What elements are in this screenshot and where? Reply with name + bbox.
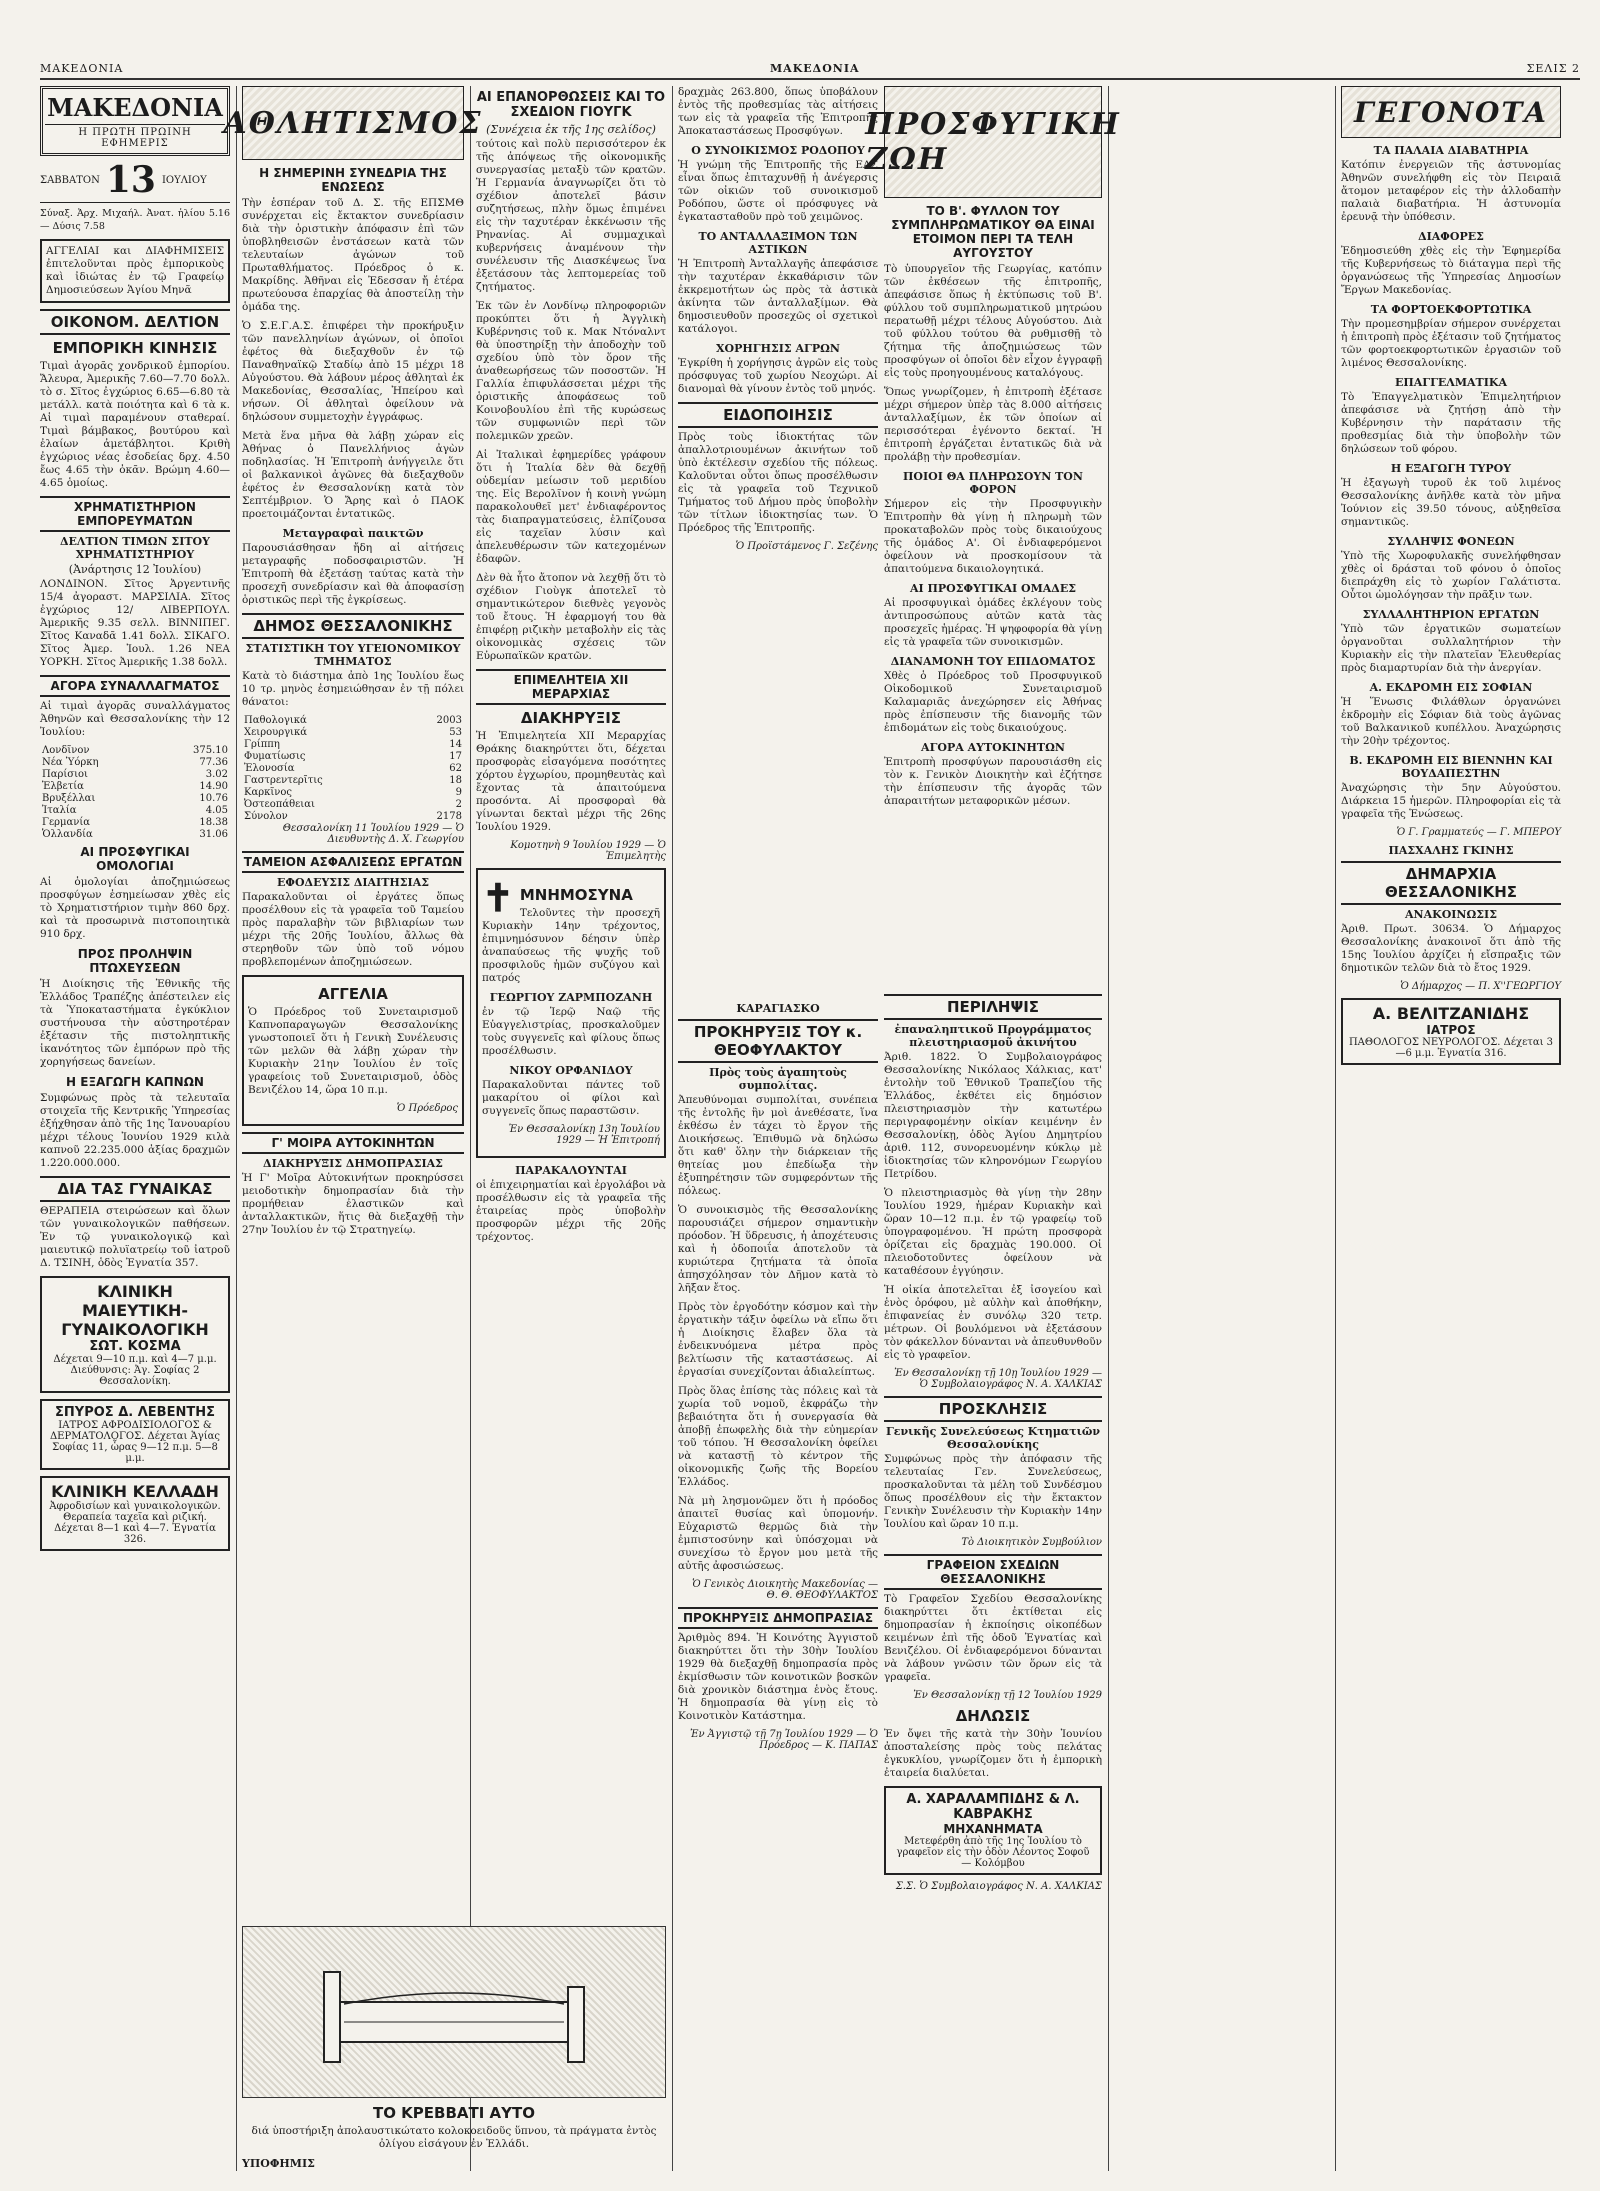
column-rule	[1335, 86, 1336, 2171]
refugee-banner	[865, 86, 1121, 198]
memorial-name-1: ΓΕΩΡΓΙΟΥ ΖΑΡΜΠΟΖΑΝΗ	[489, 991, 653, 1004]
events-signature-2: ΠΑΣΧΑΛΗΣ ΓΚΙΝΗΣ	[1388, 844, 1514, 857]
events-sub-6: ΣΥΛΛΗΨΙΣ ΦΟΝΕΩΝ	[1387, 535, 1515, 548]
stat-row	[242, 763, 464, 775]
events-sub-8: Α. ΕΚΔΡΟΜΗ ΕΙΣ ΣΟΦΙΑΝ	[1369, 681, 1533, 694]
women-title: ΔΙΑ ΤΑΣ ΓΥΝΑΙΚΑΣ	[40, 1176, 230, 1202]
rates-table	[40, 745, 230, 841]
rate-label: Βρυξέλλαι	[42, 793, 96, 804]
events-sub-4: ΕΠΑΓΓΕΛΜΑΤΙΚΑ	[1395, 376, 1507, 389]
publication-signature: Ὁ Προϊστάμενος Γ. Σεζένης	[735, 541, 878, 552]
bed-ad-text: διά ὑποστήριξη ἀπολαυστικώτατο κολοκοειδοῦς ὕπνου, τὰ πράγματα ἐντὸς ὀλίγου εἰσάγουν ἐν Ἑλλάδι.	[251, 2125, 657, 2150]
date-info: Σύναξ. Ἀρχ. Μιχαήλ. Ἀνατ. ἡλίου 5.16 — Δύσις 7.58	[40, 208, 230, 232]
events-text-9: Ἀναχώρησις τὴν 5ην Αὐγούστου. Διάρκεια 15 ἡμερῶν. Πληροφορίαι εἰς τὰ γραφεῖα τῆς Ἑνώσεως.	[1341, 782, 1561, 820]
stats-intro: Κατὰ τὸ διάστημα ἀπὸ 1ης Ἰουλίου ἕως 10 τρ. μηνὸς ἐσημειώθησαν ἐν τῇ πόλει θάνατοι:	[242, 670, 464, 708]
stats-subtitle: ΣΤΑΤΙΣΤΙΚΗ ΤΟΥ ΥΓΕΙΟΝΟΜΙΚΟΥ ΤΜΗΜΑΤΟΣ	[245, 642, 461, 668]
invite-subtitle: Γενικῆς Συνελεύσεως Κτηματιῶν Θεσσαλονίκης	[885, 1425, 1101, 1451]
refugee-banner-title: ΠΡΟΣΦΥΓΙΚΗ ΖΩΗ	[865, 107, 1121, 177]
rate-row	[40, 745, 230, 757]
refugee-text-3: Σήμερον εἰς τὴν Προσφυγικὴν Ἐπιτροπὴν θὰ γίνῃ ἡ πληρωμὴ τῶν προκαταβολῶν πρὸς τοὺς δικαιούχους τῆς ὁμάδος Α'. Οἱ ἐνδιαφερόμενοι ὀφείλουν νὰ προσκομίσουν τὰ ἀπαιτούμενα δικαιολογητικά.	[884, 498, 1102, 575]
rate-row	[40, 829, 230, 841]
masthead	[40, 86, 230, 156]
stats-table	[242, 715, 464, 823]
velitzanidis-subtitle: ΙΑΤΡΟΣ	[1426, 1023, 1476, 1037]
events-text-6: Ὑπὸ τῆς Χωροφυλακῆς συνελήφθησαν χθὲς οἱ δράσται τοῦ φόνου ὁ ὁποῖος διεπράχθη εἰς τὸ χωρίον Γαλάτιστα. Οὗτοι ὡμολόγησαν τὴν πρᾶξιν των.	[1341, 550, 1561, 601]
rates-title: ΑΓΟΡΑ ΣΥΝΑΛΛΑΓΜΑΤΟΣ	[40, 675, 230, 697]
refugee-sub-3: ΔΙΑΝΑΜΟΝΗ ΤΟΥ ΕΠΙΔΟΜΑΤΟΣ	[890, 655, 1096, 668]
bed-illustration	[242, 1926, 666, 2098]
col6-text-2: Ἡ γνώμη τῆς Ἐπιτροπῆς τῆς ΕΑΣ εἶναι ὅπως ἐπιταχυνθῇ ἡ ἀνέγερσις τῶν οἰκιῶν τοῦ συνοικισμοῦ Ροδόπου, ὥστε οἱ πρόσφυγες νὰ ἐγκατασταθοῦν πρὸ τοῦ χειμῶνος.	[678, 159, 878, 223]
notice-title: ΑΓΓΕΛΙΑ	[318, 985, 388, 1003]
memorial-text-1: Τελοῦντες τὴν προσεχῆ Κυριακὴν 14ην τρέχοντος, ἐπιμνημόσυνον δέησιν ὑπὲρ ἀναπαύσεως τῆς ψυχῆς τοῦ προσφιλοῦς ἡμῶν συζύγου καὶ πατρός	[482, 907, 660, 984]
velitzanidis-text: ΠΑΘΟΛΟΓΟΣ ΝΕΥΡΟΛΟΓΟΣ. Δέχεται 3—6 μ.μ. Ἐγνατία 316.	[1348, 1037, 1554, 1059]
stat-label: Γαστρεντερῖτις	[244, 775, 323, 786]
events-banner-title: ΓΕΓΟΝΟΤΑ	[1353, 95, 1549, 129]
stat-value: 2178	[436, 811, 462, 822]
rate-value: 4.05	[205, 805, 228, 816]
merarchy-subtitle: ΔΙΑΚΗΡΥΞΙΣ	[520, 709, 622, 727]
velitzanidis-title: Α. ΒΕΛΙΤΖΑΝΙΔΗΣ	[1372, 1004, 1530, 1023]
reparations-headline: ΑΙ ΕΠΑΝΟΡΘΩΣΕΙΣ ΚΑΙ ΤΟ ΣΧΕΔΙΟΝ ΓΙΟΥΓΚ	[476, 90, 666, 120]
refugee-text-6: Ἐπιτροπὴ προσφύγων παρουσιάσθη εἰς τὸν κ. Γενικὸν Διοικητὴν καὶ ἐζήτησε τὴν ἐπίσπευσιν τῆς ἀγορᾶς τῶν ἀπαραιτήτων μεταφορικῶν μέσων.	[884, 756, 1102, 807]
stat-label: Γρίππη	[244, 739, 280, 750]
rate-row	[40, 805, 230, 817]
sports-text-2: Ὁ Σ.Ε.Γ.Α.Σ. ἐπιφέρει τὴν προκήρυξιν τῶν πανελληνίων ἀγώνων, οἱ ὁποῖοι ἐφέτος θὰ διεξαχθοῦν ἐν τῷ Παναθηναϊκῷ Σταδίῳ ἀπὸ 15 μέχρι 18 Αὐγούστου. Θὰ λάβουν μέρος ἀθληταὶ ἐκ Μακεδονίας, Θεσσαλίας, Ἠπείρου καὶ νήσων. Οἱ ἀθληταὶ ὀφείλουν νὰ δηλώσουν συμμετοχὴν ἐγγράφως.	[242, 320, 464, 423]
col6-text-1: δραχμὰς 263.800, ὅπως ὑποβάλουν ἐντὸς τῆς προθεσμίας τὰς αἰτήσεις των εἰς τὰ γραφεῖα τῆς Ἐπιτροπῆς Ἀποκαταστάσεως Προσφύγων.	[678, 86, 878, 137]
clinic-title: ΚΛΙΝΙΚΗ ΜΑΙΕΥΤΙΚΗ-ΓΥΝΑΙΚΟΛΟΓΙΚΗ	[61, 1282, 209, 1339]
tobacco-title: Η ΕΞΑΓΩΓΗ ΚΑΠΝΩΝ	[66, 1075, 204, 1089]
reparations-text-4: Δὲν θὰ ἦτο ἄτοπον νὰ λεχθῇ ὅτι τὸ σχέδιον Γιοὺγκ ἀποτελεῖ τὸ σημαντικώτερον διεθνὲς γεγονὸς τοῦ ἔτους. Ἡ ἐφαρμογή του θὰ ἐπιφέρῃ ριζικὴν μεταβολὴν εἰς τὰς οἰκονομικὰς σχέσεις τῶν Εὐρωπαϊκῶν κρατῶν.	[476, 572, 666, 662]
stat-row	[242, 751, 464, 763]
running-header	[40, 62, 1580, 80]
rate-row	[40, 769, 230, 781]
fund-text: Παρακαλοῦνται οἱ ἐργάτες ὅπως προσέλθουν εἰς τὰ γραφεῖα τοῦ Ταμείου πρὸς παραλαβὴν τῶν βιβλιαρίων των μέχρι τῆς 20ῆς Ἰουλίου, ἄλλως θὰ στερηθοῦν τῶν ὑπὸ τοῦ νόμου προβλεπομένων ἀποζημιώσεων.	[242, 891, 464, 968]
kelladi-text: Ἀφροδισίων καὶ γυναικολογικῶν. Θεραπεία ταχεῖα καὶ ριζική. Δέχεται 8—1 καὶ 4—7. Ἐγνατία 326.	[49, 1501, 221, 1545]
proclamation-text-4: Πρὸς ὅλας ἐπίσης τὰς πόλεις καὶ τὰ χωρία τοῦ νομοῦ, ἐκφράζω τὴν βεβαιότητα ὅτι ἡ συνεργασία θὰ ἀποβῇ ἐπωφελὴς διὰ τὴν εὐημερίαν τοῦ τόπου. Ἡ Θεσσαλονίκη ὀφείλει νὰ καταστῇ τὸ κέντρον τῆς οἰκονομικῆς ζωῆς τῆς Βορείου Ἑλλάδος.	[678, 1385, 878, 1488]
column-rule	[236, 86, 237, 2171]
refugee-sub-2: ΑΙ ΠΡΟΣΦΥΓΙΚΑΙ ΟΜΑΔΕΣ	[910, 582, 1076, 595]
summary-subtitle: ἐπαναληπτικοῦ Προγράμματος πλειστηριασμοῦ ἀκινήτου	[894, 1023, 1092, 1049]
memorial-text-3: Παρακαλοῦνται πάντες τοῦ μακαρίτου οἱ φίλοι καὶ συγγενεῖς ὅπως παραστῶσιν.	[482, 1079, 660, 1117]
clinic-doctor: ΣΩΤ. ΚΟΣΜΑ	[89, 1339, 181, 1354]
events-sub-3: ΤΑ ΦΟΡΤΟΕΚΦΟΡΤΩΤΙΚΑ	[1370, 303, 1532, 316]
declare-text: Ἐν ὄψει τῆς κατὰ τὴν 30ὴν Ἰουνίου ἀποσταλείσης πρὸς τοὺς πελάτας ἐγκυκλίου, γνωρίζομεν ὅτι ἡ ἐμπορικὴ ἐταιρεία διαλύεται.	[884, 1728, 1102, 1779]
proclamation-text-2: Ὁ συνοικισμὸς τῆς Θεσσαλονίκης παρουσιάζει σήμερον σημαντικὴν πρόοδον. Ἡ ὕδρευσις, ἡ ἀποχέτευσις καὶ ἡ ὁδοποιΐα ἀποτελοῦν τὰ κυριώτερα ζητήματα τὰ ὁποῖα ἀπησχόλησαν τὸν Δῆμον κατὰ τὸ λῆξαν ἔτος.	[678, 1204, 878, 1294]
market-title: ΕΜΠΟΡΙΚΗ ΚΙΝΗΣΙΣ	[52, 339, 218, 357]
stat-label: Σύνολον	[244, 811, 288, 822]
thanks-title: ΠΑΡΑΚΑΛΟΥΝΤΑΙ	[515, 1164, 627, 1177]
col6-text-3: Ἡ Ἐπιτροπὴ Ἀνταλλαγῆς ἀπεφάσισε τὴν ταχυτέραν ἐκκαθάρισιν τῶν ἐκκρεμοτήτων ὡς πρὸς τὰ ἀστικὰ ἀκίνητα τῶν ἀνταλλαξίμων. Θὰ δημοσιευθοῦν προσεχῶς οἱ σχετικοὶ κατάλογοι.	[678, 258, 878, 335]
rates-intro: Αἱ τιμαὶ ἀγορᾶς συναλλάγματος Ἀθηνῶν καὶ Θεσσαλονίκης τὴν 12 Ἰουλίου:	[40, 700, 230, 738]
women-text: ΘΕΡΑΠΕΙΑ στειρώσεων καὶ ὅλων τῶν γυναικολογικῶν παθήσεων. Ἐν τῷ γυναικολογικῷ καὶ μαιευτικῷ πολυϊατρείῳ τοῦ ἰατροῦ Δ. ΤΣΙΝΗ, ὁδὸς Ἐγνατία 357.	[40, 1205, 230, 1269]
memorial-box	[476, 868, 666, 1158]
events-text-8: Ἡ Ἕνωσις Φιλάθλων ὀργανώνει ἐκδρομὴν εἰς Σόφιαν διὰ τοὺς ἀγῶνας τοῦ Βαλκανικοῦ κυπέλλου. Ἀναχώρησις τὴν 20ὴν τρέχοντος.	[1341, 696, 1561, 747]
masthead-subtitle: Η ΠΡΩΤΗ ΠΡΩΙΝΗ ΕΦΗΜΕΡΙΣ	[45, 124, 225, 149]
stat-row	[242, 787, 464, 799]
column-8	[1341, 86, 1561, 2171]
stat-label: Ὀστεοπάθειαι	[244, 799, 315, 810]
publication-title: ΕΙΔΟΠΟΙΗΣΙΣ	[678, 402, 878, 428]
stat-row	[242, 811, 464, 823]
kelladi-ad	[40, 1476, 230, 1551]
rate-row	[40, 793, 230, 805]
bed-ad-caption: ΤΟ ΚΡΕΒΒΑΤΙ ΑΥΤΟ	[372, 2104, 536, 2122]
summary-title: ΠΕΡΙΛΗΨΙΣ	[884, 994, 1102, 1020]
date-day: ΣΑΒΒΑΤΟΝ	[40, 174, 100, 186]
doctor-title: ΣΠΥΡΟΣ Δ. ΛΕΒΕΝΤΗΣ	[55, 1405, 215, 1420]
proclamation-text-1: Ἀπευθύνομαι συμπολίται, συνέπεια τῆς ἐντολῆς ἣν μοὶ ἀνεθέσατε, ἵνα ἐκθέσω ἐν τάχει τὸ ἔργον τῆς Διοικήσεως. Ἐπιθυμῶ νὰ δηλώσω ὅτι καθ' ὅλην τὴν διάρκειαν τῆς θητείας μου ἐπεδίωξα τὴν ἐξυπηρέτησιν τῶν συμφερόντων τῆς πόλεως.	[678, 1094, 878, 1197]
events-sub-1: ΤΑ ΠΑΛΑΙΑ ΔΙΑΒΑΤΗΡΙΑ	[1373, 144, 1529, 157]
rate-row	[40, 757, 230, 769]
moira-text: Ἡ Γ' Μοῖρα Αὐτοκινήτων προκηρύσσει μειοδοτικὴν δημοπρασίαν διὰ τὴν προμήθειαν ἐλαστικῶν καὶ ἀνταλλακτικῶν, ἥτις θὰ διεξαχθῇ τὴν 27ην Ἰουλίου ἐν τῷ Στρατηγείῳ.	[242, 1172, 464, 1236]
date-number: 13	[105, 159, 156, 201]
memorial-text-2: ἐν τῷ Ἱερῷ Ναῷ τῆς Εὐαγγελιστρίας, προσκαλοῦμεν τοὺς συγγενεῖς καὶ φίλους ὅπως προσέλθωσιν.	[482, 1006, 660, 1057]
sports-text-1: Τὴν ἑσπέραν τοῦ Δ. Σ. τῆς ΕΠΣΜΘ συνέρχεται εἰς ἔκτακτον συνεδρίασιν διὰ τὴν ὁριστικὴν ἀπόφασιν ἐπὶ τῶν ὑποβληθεισῶν ἐνστάσεων κατὰ τῶν τελευταίων ἀγώνων τοῦ Πρωταθλήματος. Πρόεδρος ὁ κ. Μακρίδης. Ἀθῆναι εἰς Ἐδεσσαν ἤ ἑτέρα πρωτεύουσα ἐπαρχίας θὰ ἀποστείλῃ τὴν ὁμάδα της.	[242, 197, 464, 313]
sports-banner	[223, 86, 483, 160]
header-left: ΜΑΚΕΔΟΝΙΑ	[40, 62, 124, 75]
office-text: Τὸ Γραφεῖον Σχεδίου Θεσσαλονίκης διακηρύττει ὅτι ἐκτίθεται εἰς δημοπρασίαν ἡ ἐκποίησις οἰκοπέδων κειμένων ἐπὶ τῆς ὁδοῦ Ἐγνατίας καὶ Βενιζέλου. Οἱ ἐνδιαφερόμενοι δύνανται νὰ λάβουν γνῶσιν τῶν ὅρων εἰς τὰ γραφεῖα.	[884, 1593, 1102, 1683]
invite-text: Συμφώνως πρὸς τὴν ἀπόφασιν τῆς τελευταίας Γεν. Συνελεύσεως, προσκαλοῦνται τὰ μέλη τοῦ Συνδέσμου ὅπως προσέλθουν εἰς τὴν ἔκτακτον Γενικὴν Συνέλευσιν τὴν Κυριακὴν 14ην Ἰουλίου καὶ ὥραν 10 π.μ.	[884, 1453, 1102, 1530]
rate-value: 3.02	[205, 769, 228, 780]
declare-title: ΔΗΛΩΣΙΣ	[955, 1707, 1031, 1725]
tender-title: ΠΡΟΚΗΡΥΞΙΣ ΔΗΜΟΠΡΑΣΙΑΣ	[678, 1607, 878, 1629]
refugee-headline: ΤΟ Β'. ΦΥΛΛΟΝ ΤΟΥ ΣΥΜΠΛΗΡΩΜΑΤΙΚΟΥ ΘΑ ΕΙΝΑΙ ΕΤΟΙΜΟΝ ΠΕΡΙ ΤΑ ΤΕΛΗ ΑΥΓΟΥΣΤΟΥ	[891, 204, 1095, 260]
rate-value: 18.38	[199, 817, 228, 828]
refugee-sub-1: ΠΟΙΟΙ ΘΑ ΠΛΗΡΩΣΟΥΝ ΤΟΝ ΦΟΡΟΝ	[903, 470, 1083, 496]
stat-row	[242, 799, 464, 811]
proclamation-subtitle: Πρὸς τοὺς ἀγαπητοὺς συμπολίτας.	[709, 1066, 847, 1092]
sports-text-3: Μετὰ ἕνα μῆνα θὰ λάβῃ χώραν εἰς Ἀθήνας ὁ Πανελλήνιος ἀγὼν ποδηλασίας. Ἡ Ἐπιτροπὴ ἀνήγγειλε ὅτι οἱ βαλκανικοὶ ἀγῶνες θὰ διεξαχθοῦν ἐφέτος ἐν Θεσσαλονίκῃ κατὰ τὸν Σεπτέμβριον. Ὁ Ἄρης καὶ ὁ ΠΑΟΚ προετοιμάζονται ἐντατικῶς.	[242, 430, 464, 520]
rate-row	[40, 817, 230, 829]
rate-label: Ὁλλανδία	[42, 829, 93, 840]
reparations-continuation: (Συνέχεια ἐκ τῆς 1ης σελίδος)	[486, 123, 656, 136]
proclamation-text-3: Πρὸς τὸν ἐργοδότην κόσμον καὶ τὴν ἐργατικὴν τάξιν ὀφείλω νὰ εἴπω ὅτι ἡ Διοίκησις ἔλαβεν ὅλα τὰ ἐνδεικνυόμενα μέτρα πρὸς βελτίωσιν τῆς καταστάσεως. Αἱ ἐργασίαι συνεχίζονται ἀδιαλείπτως.	[678, 1301, 878, 1378]
tender-signature: Ἐν Ἀγγιστῷ τῇ 7ῃ Ἰουλίου 1929 — Ὁ Πρόεδρος — Κ. ΠΑΠΑΣ	[689, 1729, 878, 1751]
clinic-text: Δέχεται 9—10 π.μ. καὶ 4—7 μ.μ. Διεύθυνσις: Ἀγ. Σοφίας 2 Θεσσαλονίκη.	[53, 1354, 217, 1387]
company-ad	[884, 1786, 1102, 1875]
stat-row	[242, 739, 464, 751]
reparations-text-2: Ἐκ τῶν ἐν Λονδίνῳ πληροφοριῶν προκύπτει ὅτι ἡ Ἀγγλικὴ Κυβέρνησις τοῦ κ. Μακ Ντόναλντ θὰ ὑποστηρίξῃ τὴν ἀποδοχὴν τοῦ σχεδίου ὑπὸ τὸν ὅρον τῆς ἀναθεωρήσεως τῶν ποσοστῶν. Ἡ Γαλλία ἐπιφυλάσσεται μέχρι τῆς ὁριστικῆς ἀποφάσεως τοῦ Κοινοβουλίου ἐπὶ τῆς κυρώσεως τῶν συμφωνιῶν περὶ τῶν πολεμικῶν χρεῶν.	[476, 300, 666, 442]
dateline	[40, 159, 230, 203]
stat-value: 62	[449, 763, 462, 774]
proclamation-title: ΠΡΟΚΗΡΥΞΙΣ ΤΟΥ κ. ΘΕΟΦΥΛΑΚΤΟΥ	[678, 1019, 878, 1063]
bank-text: Ἡ Διοίκησις τῆς Ἐθνικῆς τῆς Ἑλλάδος Τραπέζης ἀπέστειλεν εἰς τὰ Ὑποκαταστήματα ἐγκύκλιον συστήνουσα τὴν αὐστηροτέραν ἐξέτασιν τῆς πιστοληπτικῆς ἱκανότητος τῶν ἐμπόρων πρὸ τῆς χορηγήσεως δανείων.	[40, 978, 230, 1068]
stat-value: 2003	[436, 715, 462, 726]
velitzanidis-ad	[1341, 998, 1561, 1065]
column-3	[476, 86, 666, 2171]
econ-title: ΟΙΚΟΝΟΜ. ΔΕΛΤΙΟΝ	[40, 309, 230, 335]
bonds-text: Αἱ ὁμολογίαι ἀποζημιώσεως προσφύγων ἐσημείωσαν χθὲς εἰς τὸ Χρηματιστήριον τιμὴν 860 δρχ. καὶ τὰ προσωρινὰ πιστοποιητικὰ 910 δρχ.	[40, 876, 230, 940]
col6-sub-1: Ο ΣΥΝΟΙΚΙΣΜΟΣ ΡΟΔΟΠΟΥ	[691, 144, 865, 157]
merarchy-signature: Κομοτηνὴ 9 Ἰουλίου 1929 — Ὁ Ἐπιμελητὴς	[510, 840, 666, 862]
stat-value: 2	[455, 799, 462, 810]
rate-row	[40, 781, 230, 793]
bed-ad-brand: ΥΠΟΦΗΜΙΣ	[242, 2157, 315, 2170]
stat-value: 17	[449, 751, 462, 762]
events-signature-1: Ὁ Γ. Γραμματεύς — Γ. ΜΠΕΡΟΥ	[1396, 827, 1561, 838]
events-text-2: Ἐδημοσιεύθη χθὲς εἰς τὴν Ἐφημερίδα τῆς Κυβερνήσεως τὸ διάταγμα περὶ τῆς ὀργανώσεως τῆς Ὑπηρεσίας Δημοσίων Ἔργων Μακεδονίας.	[1341, 245, 1561, 296]
column-1	[40, 86, 230, 2171]
company-title: Α. ΧΑΡΑΛΑΜΠΙΔΗΣ & Λ. ΚΑΒΡΑΚΗΣ	[906, 1792, 1080, 1822]
office-signature: Ἐν Θεσσαλονίκῃ τῇ 12 Ἰουλίου 1929	[913, 1690, 1102, 1701]
col6-text-4: Ἐγκρίθη ἡ χορήγησις ἀγρῶν εἰς τοὺς πρόσφυγας τοῦ χωρίου Νεοχώρι. Αἱ διανομαὶ θὰ γίνουν ἐντὸς τοῦ μηνός.	[678, 357, 878, 395]
events-text-5: Ἡ ἐξαγωγὴ τυροῦ ἐκ τοῦ λιμένος Θεσσαλονίκης ἀνῆλθε κατὰ τὸν μῆνα Ἰούνιον εἰς 39.50 τόνους, αὐξηθεῖσα σημαντικῶς.	[1341, 477, 1561, 528]
bed-ad	[242, 1920, 666, 2170]
column-rule	[1108, 86, 1109, 2171]
rate-value: 31.06	[199, 829, 228, 840]
stat-label: Χειρουργικά	[244, 727, 307, 738]
doctor-ad	[40, 1399, 230, 1470]
stat-value: 18	[449, 775, 462, 786]
refugee-text-2: Ὅπως γνωρίζομεν, ἡ ἐπιτροπὴ ἐξέτασε μέχρι σήμερον ὑπὲρ τὰς 8.000 αἰτήσεις ἀνταλλαξίμων, ἐκ τῶν ὁποίων αἱ περισσότεραι ἐγένοντο δεκταί. Ἡ ἐπιτροπὴ ἐργάζεται ἐντατικῶς διὰ νὰ προλάβῃ τὴν προθεσμίαν.	[884, 386, 1102, 463]
rate-label: Λονδῖνον	[42, 745, 90, 756]
cross-icon: ✝	[482, 875, 514, 920]
stat-value: 53	[449, 727, 462, 738]
stat-row	[242, 727, 464, 739]
memorial-title: ΜΝΗΜΟΣΥΝΑ	[519, 886, 633, 904]
bourse-subtitle: ΔΕΛΤΙΟΝ ΤΙΜΩΝ ΣΙΤΟΥ ΧΡΗΜΑΤΙΣΤΗΡΙΟΥ	[60, 535, 210, 561]
moira-title: Γ' ΜΟΙΡΑ ΑΥΤΟΚΙΝΗΤΩΝ	[242, 1132, 464, 1154]
municipality-subtitle: ΑΝΑΚΟΙΝΩΣΙΣ	[1405, 908, 1497, 921]
invite-title: ΠΡΟΣΚΛΗΣΙΣ	[884, 1396, 1102, 1422]
header-page-number: ΣΕΛΙΣ 2	[1526, 62, 1580, 75]
masthead-title: ΜΑΚΕΔΟΝΙΑ	[47, 93, 223, 122]
summary-signature: Ἐν Θεσσαλονίκῃ τῇ 10ῃ Ἰουλίου 1929 — Ὁ Συμβολαιογράφος Ν. Α. ΧΑΛΚΙΑΣ	[894, 1368, 1102, 1390]
fund-title: ΤΑΜΕΙΟΝ ΑΣΦΑΛΙΣΕΩΣ ΕΡΓΑΤΩΝ	[242, 851, 464, 873]
memorial-signature: Ἐν Θεσσαλονίκῃ 13η Ἰουλίου 1929 — Ἡ Ἐπιτροπή	[508, 1124, 660, 1146]
rate-label: Ἰταλία	[42, 805, 77, 816]
merarchy-text: Ἡ Ἐπιμελητεία ΧΙΙ Μεραρχίας Θράκης διακηρύττει ὅτι, δέχεται προσφορὰς εἰσαγόμενα ποσότητες χόρτου ἐγχωρίου, προμηθευτὰς καὶ ἔχοντας τὰ ἀπαιτούμενα προσόντα. Αἱ προσφοραὶ θὰ γίνωνται δεκταὶ μέχρι τῆς 26ης Ἰουλίου 1929.	[476, 730, 666, 833]
sports-banner-title: ΑΘΛΗΤΙΣΜΟΣ	[223, 105, 483, 141]
stat-value: 9	[455, 787, 462, 798]
events-text-7: Ὑπὸ τῶν ἐργατικῶν σωματείων ὀργανοῦται συλλαλητήριον τὴν Κυριακὴν εἰς τὴν πλατεῖαν Ἐλευθερίας πρὸς διαμαρτυρίαν διὰ τὴν ἀνεργίαν.	[1341, 623, 1561, 674]
events-sub-9: Β. ΕΚΔΡΟΜΗ ΕΙΣ ΒΙΕΝΝΗΝ ΚΑΙ ΒΟΥΔΑΠΕΣΤΗΝ	[1349, 754, 1553, 780]
ads-box: ΑΓΓΕΛΙΑΙ και ΔΙΑΦΗΜΙΣΕΙΣ ἐπιτελοῦνται πρὸς ἐμπορικοὺς καὶ ἰδιώτας ἐν τῷ Γραφείῳ Δημοσιεύσεων Ἁγίου Μηνᾶ	[40, 239, 230, 303]
kelladi-title: ΚΛΙΝΙΚΗ ΚΕΛΛΑΔΗ	[51, 1482, 219, 1501]
fund-subtitle: ΕΦΟΔΕΥΣΙΣ ΔΙΑΙΤΗΣΙΑΣ	[276, 876, 430, 889]
refugee-text-5: Χθὲς ὁ Πρόεδρος τοῦ Προσφυγικοῦ Οἰκοδομικοῦ Συνεταιρισμοῦ Καλαμαριᾶς ἀνεχώρησεν εἰς Ἀθήνας πρὸς ἐπίσπευσιν τῆς διανομῆς τῶν ἐπιδομάτων εἰς τοὺς δικαιούχους.	[884, 670, 1102, 734]
reparations-text-3: Αἱ Ἰταλικαὶ ἐφημερίδες γράφουν ὅτι ἡ Ἰταλία δὲν θὰ δεχθῇ οὐδεμίαν μείωσιν τοῦ μεριδίου της. Εἰς Βερολῖνον ἡ κοινὴ γνώμη παρακολουθεῖ μετ' ἐνδιαφέροντος τὰς διαπραγματεύσεις, ἐλπίζουσα εἰς ταχεῖαν λύσιν καὶ ἀπελευθέρωσιν τῶν κατεχομένων ἐδαφῶν.	[476, 449, 666, 565]
municipality-title: ΔΗΜΑΡΧΙΑ ΘΕΣΣΑΛΟΝΙΚΗΣ	[1341, 861, 1561, 905]
notice-signature: Ὁ Πρόεδρος	[396, 1103, 458, 1114]
proclamation-text-5: Νὰ μὴ λησμονῶμεν ὅτι ἡ πρόοδος ἀπαιτεῖ θυσίας καὶ ὑπομονήν. Εὐχαριστῶ θερμῶς διὰ τὴν ἐμπιστοσύνην καὶ ὑπόσχομαι νὰ συνεχίσω τὸ ἔργον μου μετὰ τῆς αὐτῆς ἀφοσιώσεως.	[678, 1495, 878, 1572]
column-7	[884, 990, 1102, 2171]
refugee-sub-4: ΑΓΟΡΑ ΑΥΤΟΚΙΝΗΤΩΝ	[921, 741, 1065, 754]
stat-label: Φυματίωσις	[244, 751, 306, 762]
date-month: ΙΟΥΛΙΟΥ	[161, 174, 207, 186]
col6-sub-3: ΧΟΡΗΓΗΣΙΣ ΑΓΡΩΝ	[716, 342, 840, 355]
rate-label: Γερμανία	[42, 817, 91, 828]
company-subtitle: ΜΗΧΑΝΗΜΑΤΑ	[943, 1822, 1043, 1836]
municipality-text: Ἀριθ. Πρωτ. 30634. Ὁ Δήμαρχος Θεσσαλονίκης ἀνακοινοῖ ὅτι ἀπὸ τῆς 15ης Ἰουλίου ἀρχίζει ἡ εἴσπραξις τῶν δημοτικῶν τελῶν διὰ τὸ ἔτος 1929.	[1341, 923, 1561, 974]
market-text: Τιμαὶ ἀγορᾶς χονδρικοῦ ἐμπορίου. Ἄλευρα, Ἀμερικῆς 7.60—7.70 δολλ. τὸ σ. Σῖτος ἐγχώριος 6.65—6.80 τὰ μετάλλ. κατὰ ποιότητα καὶ 6 τὰ κ. Αἱ τιμαὶ παραμένουν σταθεραί. Τιμαὶ βάμβακος, βουτύρου καὶ ἐλαίων ἀμετάβλητοι. Κριθὴ ἐγχώριος νέας ἐσοδείας δρχ. 4.50 ἔως 4.65 τὴν ὀκᾶν. Βρώμη 4.60—4.65 ὁμοίως.	[40, 360, 230, 489]
header-center: ΜΑΚΕΔΟΝΙΑ	[770, 62, 860, 75]
merarchy-title: ΕΠΙΜΕΛΗΤΕΙΑ ΧΙΙ ΜΕΡΑΡΧΙΑΣ	[476, 669, 666, 705]
refugee-text-4: Αἱ προσφυγικαὶ ὁμάδες ἐκλέγουν τοὺς ἀντιπροσώπους αὐτῶν κατὰ τὰς προσεχεῖς ἡμέρας. Ἡ ψηφοφορία θὰ γίνῃ εἰς τὰ γραφεῖα τῶν συνοικισμῶν.	[884, 597, 1102, 648]
summary-text-2: Ὁ πλειστηριασμὸς θὰ γίνῃ τὴν 28ην Ἰουλίου 1929, ἡμέραν Κυριακὴν καὶ ὥραν 10—12 π.μ. ἐν τῷ γραφείῳ τοῦ ὑπογραφομένου. Ἡ πρώτη προσφορὰ ὁρίζεται εἰς δραχμὰς 190.000. Οἱ πλειοδοτοῦντες ὀφείλουν νὰ καταθέσουν ἐγγύησιν.	[884, 1187, 1102, 1277]
stat-value: 14	[449, 739, 462, 750]
summary-text-3: Ἡ οἰκία ἀποτελεῖται ἐξ ἰσογείου καὶ ἑνὸς ὀρόφου, μὲ αὐλὴν καὶ ἀποθήκην, ἐπιφανείας ἐν συνόλῳ 320 τετρ. μέτρων. Οἱ βουλόμενοι νὰ ἐξετάσουν τὸν φάκελλον δύνανται νὰ ἀπευθυνθοῦν εἰς τὸ γραφεῖον.	[884, 1284, 1102, 1361]
sports-headline: Η ΣΗΜΕΡΙΝΗ ΣΥΝΕΔΡΙΑ ΤΗΣ ΕΝΩΣΕΩΣ	[259, 166, 447, 194]
notice-box	[242, 975, 464, 1126]
column-rule	[470, 86, 471, 2171]
stat-label: Παθολογικά	[244, 715, 307, 726]
summary-text-1: Ἀριθ. 1822. Ὁ Συμβολαιογράφος Θεσσαλονίκης Νικόλαος Χάλκιας, κατ' ἐντολὴν τοῦ Ἐθνικοῦ Τραπεζίου τῆς Ἑλλάδος, ἐκθέτει εἰς δημόσιον πλειστηριασμὸν τὴν κατωτέρω περιγραφομένην οἰκίαν κειμένην ἐν Θεσσαλονίκῃ, ὁδὸς Ἀγίου Δημητρίου ἀριθ. 112, συνορευομένην κύκλῳ μὲ ἰδιοκτησίας τῶν κληρονόμων Γεωργίου Πετρίδου.	[884, 1051, 1102, 1180]
rate-label: Παρίσιοι	[42, 769, 88, 780]
col6-sub-2: ΤΟ ΑΝΤΑΛΛΑΞΙΜΟΝ ΤΩΝ ΑΣΤΙΚΩΝ	[698, 230, 858, 256]
column-2	[223, 86, 483, 2171]
company-text: Μετεφέρθη ἀπὸ τῆς 1ης Ἰουλίου τὸ γραφεῖον εἰς τὴν ὁδὸν Λέοντος Σοφοῦ — Κολόμβου	[896, 1836, 1090, 1869]
bourse-text: ΛΟΝΔΙΝΟΝ. Σῖτος Ἀργεντινῆς 15/4 ἀγοραστ. ΜΑΡΣΙΛΙΑ. Σῖτος ἐγχώριος 12/ ΛΙΒΕΡΠΟΥΛ. Ἀμερικῆς 9.35 σελλ. ΒΙΝΝΙΠΕΓ. Σῖτος Καναδᾶ 1.41 δολλ. ΣΙΚΑΓΟ. Σῖτος Ἀμερ. Ἰουλ. 1.26 ΝΕΑ ΥΟΡΚΗ. Σῖτος Ἀμερικῆς 1.38 δολλ.	[40, 578, 230, 668]
reparations-text-1: τούτοις καὶ πολὺ περισσότερον ἐκ τῆς ἀπόψεως τῆς οἰκονομικῆς συνεργασίας μεταξὺ τῶν κρατῶν. Ἡ Γερμανία ἀναγνωρίζει ὅτι τὸ σχέδιον ἀποτελεῖ βάσιν συζητήσεως, πλὴν ὅμως ἐπιμένει εἰς τὴν ταχυτέραν ἐκκένωσιν τῆς Ρηνανίας. Αἱ συμμαχικαὶ κυβερνήσεις ἀναμένουν τὴν συνέλευσιν τῆς Διασκέψεως ἵνα ἐξετάσουν τὰς λεπτομερείας τοῦ ζητήματος.	[476, 138, 666, 293]
column-4	[678, 1000, 878, 2171]
stat-label: Ἐλονοσία	[244, 763, 295, 774]
sports-subhead: Μεταγραφαὶ παικτῶν	[282, 527, 424, 540]
events-text-1: Κατόπιν ἐνεργειῶν τῆς ἀστυνομίας Ἀθηνῶν συνελήφθη εἰς τὸν Πειραιᾶ ἄτομον μεταφέρον εἰς τὴν ἀλλοδαπὴν παλαιὰ διαβατήρια. Ἡ ἀστυνομία ἐρευνᾷ τὴν ὑπόθεσιν.	[1341, 159, 1561, 223]
invite-signature: Τὸ Διοικητικὸν Συμβούλιον	[961, 1537, 1102, 1548]
column-4-note: ΚΑΡΑΓΙΑΣΚΟ	[736, 1002, 820, 1015]
bed-icon	[304, 1942, 604, 2082]
bourse-title: ΧΡΗΜΑΤΙΣΤΗΡΙΟΝ ΕΜΠΟΡΕΥΜΑΤΩΝ	[40, 496, 230, 532]
bourse-date: (Ἀνάρτησις 12 Ἰουλίου)	[68, 563, 202, 576]
rate-value: 10.76	[199, 793, 228, 804]
municipality-signature: Ὁ Δήμαρχος — Π. Χ''ΓΕΩΡΓΙΟΥ	[1400, 981, 1561, 992]
rate-value: 77.36	[199, 757, 228, 768]
events-sub-7: ΣΥΛΛΑΛΗΤΗΡΙΟΝ ΕΡΓΑΤΩΝ	[1362, 608, 1540, 621]
events-sub-5: Η ΕΞΑΓΩΓΗ ΤΥΡΟΥ	[1390, 462, 1512, 475]
notice-text: Ὁ Πρόεδρος τοῦ Συνεταιρισμοῦ Καπνοπαραγωγῶν Θεσσαλονίκης γνωστοποιεῖ ὅτι ἡ Γενικὴ Συνέλευσις τῶν μελῶν θὰ λάβῃ χώραν τὴν Κυριακὴν 21ην Ἰουλίου ἐν τοῖς γραφείοις τοῦ Συνεταιρισμοῦ, ὁδὸς Βενιζέλου 14, ὥρα 10 π.μ.	[248, 1006, 458, 1096]
bonds-title: ΑΙ ΠΡΟΣΦΥΓΙΚΑΙ ΟΜΟΛΟΓΙΑΙ	[80, 845, 190, 873]
memorial-name-2: ΝΙΚΟΥ ΟΡΦΑΝΙΔΟΥ	[509, 1064, 633, 1077]
proclamation-signature: Ὁ Γενικὸς Διοικητὴς Μακεδονίας — Θ. Θ. ΘΕΟΦΥΛΑΚΤΟΣ	[692, 1579, 878, 1601]
rate-value: 375.10	[193, 745, 228, 756]
events-text-3: Τὴν προμεσημβρίαν σήμερον συνέρχεται ἡ ἐπιτροπὴ πρὸς ἐξέτασιν τοῦ ζητήματος τῶν φορτοεκφορτωτικῶν ἐργασιῶν τοῦ λιμένος Θεσσαλονίκης.	[1341, 318, 1561, 369]
column-rule	[672, 86, 673, 2171]
rate-label: Ἑλβετία	[42, 781, 84, 792]
office-title: ΓΡΑΦΕΙΟΝ ΣΧΕΔΙΩΝ ΘΕΣΣΑΛΟΝΙΚΗΣ	[884, 1554, 1102, 1590]
stat-row	[242, 775, 464, 787]
moira-subtitle: ΔΙΑΚΗΡΥΞΙΣ ΔΗΜΟΠΡΑΣΙΑΣ	[263, 1157, 443, 1170]
sports-text-4: Παρουσιάσθησαν ἤδη αἱ αἰτήσεις μεταγραφῆς ποδοσφαιριστῶν. Ἡ Ἐπιτροπὴ θὰ ἐξετάσῃ ταύτας κατὰ τὴν προσεχῆ συνεδρίασιν καὶ θὰ ἀποφασίσῃ ὁριστικῶς περὶ τῆς ἐγκρίσεως.	[242, 542, 464, 606]
publication-text: Πρὸς τοὺς ἰδιοκτήτας τῶν ἀπαλλοτριουμένων ἀκινήτων τοῦ ὑπὸ ἐκτέλεσιν σχεδίου τῆς πόλεως. Καλοῦνται οὗτοι ὅπως προσέλθωσιν εἰς τὰ γραφεῖα τοῦ Τεχνικοῦ Τμήματος τοῦ Δήμου πρὸς ὑποβολὴν τῶν τίτλων ἰδιοκτησίας των. Ὁ Πρόεδρος τῆς Ἐπιτροπῆς.	[678, 431, 878, 534]
stats-title: ΔΗΜΟΣ ΘΕΣΣΑΛΟΝΙΚΗΣ	[242, 613, 464, 639]
tender-text: Ἀριθμὸς 894. Ἡ Κοινότης Ἀγγιστοῦ διακηρύττει ὅτι τὴν 30ὴν Ἰουλίου 1929 θὰ διεξαχθῇ δημοπρασία πρὸς ἐκμίσθωσιν τῶν κοινοτικῶν βοσκῶν διὰ χρονικὸν διάστημα ἑνὸς ἔτους. Ἡ δημοπρασία θὰ γίνῃ εἰς τὸ Κοινοτικὸν Κατάστημα.	[678, 1632, 878, 1722]
tobacco-text: Συμφώνως πρὸς τὰ τελευταῖα στοιχεῖα τῆς Κεντρικῆς Ὑπηρεσίας ἐξήχθησαν ἀπὸ τῆς 1ης Ἰανουαρίου μέχρι τέλους Ἰουνίου 1929 κιλὰ καπνοῦ 22.235.000 ἀξίας δραχμῶν 1.220.000.000.	[40, 1092, 230, 1169]
stats-signature: Θεσσαλονίκη 11 Ἰουλίου 1929 — Ὁ Διευθυντὴς Δ. Χ. Γεωργίου	[282, 823, 464, 845]
refugee-text-1: Τὸ ὑπουργεῖον τῆς Γεωργίας, κατόπιν τῶν ἐκθέσεων τῆς ἐπιτροπῆς, ἀπεφάσισε ὅπως ἡ ἐκτύπωσις τοῦ Β'. φύλλου τοῦ συμπληρωματικοῦ μητρώου περατωθῇ μέχρι τέλους Αὐγούστου. Διὰ τοῦ φύλλου τούτου θὰ ρυθμισθῇ τὸ ζήτημα τῆς ἀποζημιώσεως τῶν προσφύγων οἱ ὁποῖοι δὲν εἶχον ἐγγραφῇ εἰς τοὺς προηγουμένους καταλόγους.	[884, 263, 1102, 379]
thanks-text: οἱ ἐπιχειρηματίαι καὶ ἐργολάβοι νὰ προσέλθωσιν εἰς τὰ γραφεῖα τῆς ἐταιρείας πρὸς ὑποβολὴν προσφορῶν μέχρι τῆς 20ῆς τρέχοντος.	[476, 1179, 666, 1243]
company-signature: Σ.Σ. Ὁ Συμβολαιογράφος Ν. Α. ΧΑΛΚΙΑΣ	[895, 1881, 1102, 1892]
column-6	[678, 86, 878, 986]
clinic-ad	[40, 1276, 230, 1393]
events-sub-2: ΔΙΑΦΟΡΕΣ	[1418, 230, 1484, 243]
stat-row	[242, 715, 464, 727]
bank-title: ΠΡΟΣ ΠΡΟΛΗΨΙΝ ΠΤΩΧΕΥΣΕΩΝ	[77, 947, 193, 975]
rate-label: Νέα Ὑόρκη	[42, 757, 99, 768]
doctor-text: ΙΑΤΡΟΣ ΑΦΡΟΔΙΣΙΟΛΟΓΟΣ & ΔΕΡΜΑΤΟΛΟΓΟΣ. Δέχεται Ἁγίας Σοφίας 11, ὧρας 9—12 π.μ. 5—8 μ.μ.	[49, 1420, 221, 1464]
events-banner	[1341, 86, 1561, 138]
column-5	[865, 86, 1121, 976]
events-text-4: Τὸ Ἐπαγγελματικὸν Ἐπιμελητήριον ἀπεφάσισε νὰ ζητήσῃ ἀπὸ τὴν Κυβέρνησιν τὴν παράτασιν τῆς προθεσμίας διὰ τὴν ὑποβολὴν τῶν δηλώσεων τοῦ φόρου.	[1341, 391, 1561, 455]
stat-label: Καρκῖνος	[244, 787, 292, 798]
rate-value: 14.90	[199, 781, 228, 792]
